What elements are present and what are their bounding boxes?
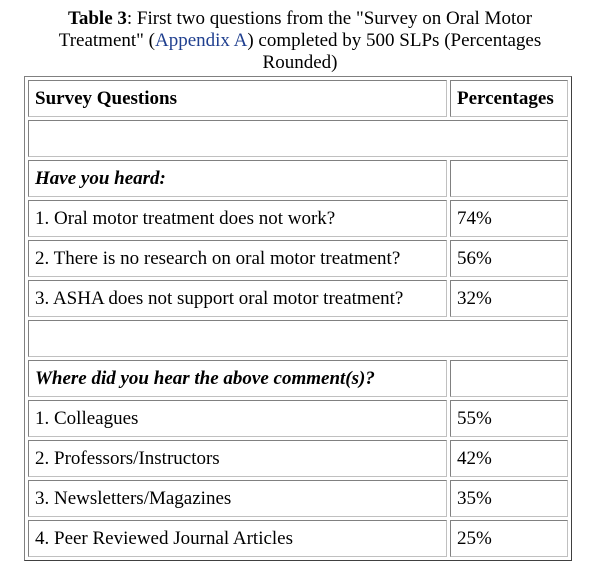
percentage-cell: 56% bbox=[450, 240, 568, 277]
percentage-cell: 42% bbox=[450, 440, 568, 477]
table-row bbox=[28, 480, 568, 517]
percentage-cell: 74% bbox=[450, 200, 568, 237]
percentage-cell: 35% bbox=[450, 480, 568, 517]
question-cell: 1. Colleagues bbox=[28, 400, 447, 437]
survey-table bbox=[24, 76, 572, 561]
caption-label: Table 3 bbox=[67, 8, 127, 29]
caption-text-after: ) completed by 500 SLPs (Percentages Rounded) bbox=[247, 30, 542, 73]
caption-text-before: : First two questions from the "Survey on Oral Motor Treatment" ( bbox=[58, 8, 533, 51]
section-row bbox=[28, 360, 568, 397]
table-row bbox=[28, 400, 568, 437]
percentage-cell: 55% bbox=[450, 400, 568, 437]
table-caption bbox=[24, 8, 576, 74]
table-row bbox=[28, 520, 568, 557]
section-pct-empty bbox=[450, 360, 568, 397]
question-cell: 2. There is no research on oral motor treatment? bbox=[28, 240, 447, 277]
header-row bbox=[28, 80, 568, 117]
question-cell: 1. Oral motor treatment does not work? bbox=[28, 200, 447, 237]
table-row bbox=[28, 200, 568, 237]
question-cell: 4. Peer Reviewed Journal Articles bbox=[28, 520, 447, 557]
question-cell: 3. ASHA does not support oral motor treatment? bbox=[28, 280, 447, 317]
section-row bbox=[28, 160, 568, 197]
percentage-cell: 25% bbox=[450, 520, 568, 557]
section-title-have-you-heard: Have you heard: bbox=[28, 160, 447, 197]
section-title-where-heard: Where did you hear the above comment(s)? bbox=[28, 360, 447, 397]
spacer-row bbox=[28, 320, 568, 357]
table-row bbox=[28, 440, 568, 477]
spacer-row bbox=[28, 120, 568, 157]
table-row bbox=[28, 280, 568, 317]
question-cell: 2. Professors/Instructors bbox=[28, 440, 447, 477]
percentage-cell: 32% bbox=[450, 280, 568, 317]
header-survey-questions: Survey Questions bbox=[28, 80, 447, 117]
table-row bbox=[28, 240, 568, 277]
header-percentages: Percentages bbox=[450, 80, 568, 117]
spacer-cell bbox=[28, 120, 568, 157]
spacer-cell bbox=[28, 320, 568, 357]
appendix-link[interactable]: Appendix A bbox=[154, 30, 248, 51]
question-cell: 3. Newsletters/Magazines bbox=[28, 480, 447, 517]
section-pct-empty bbox=[450, 160, 568, 197]
